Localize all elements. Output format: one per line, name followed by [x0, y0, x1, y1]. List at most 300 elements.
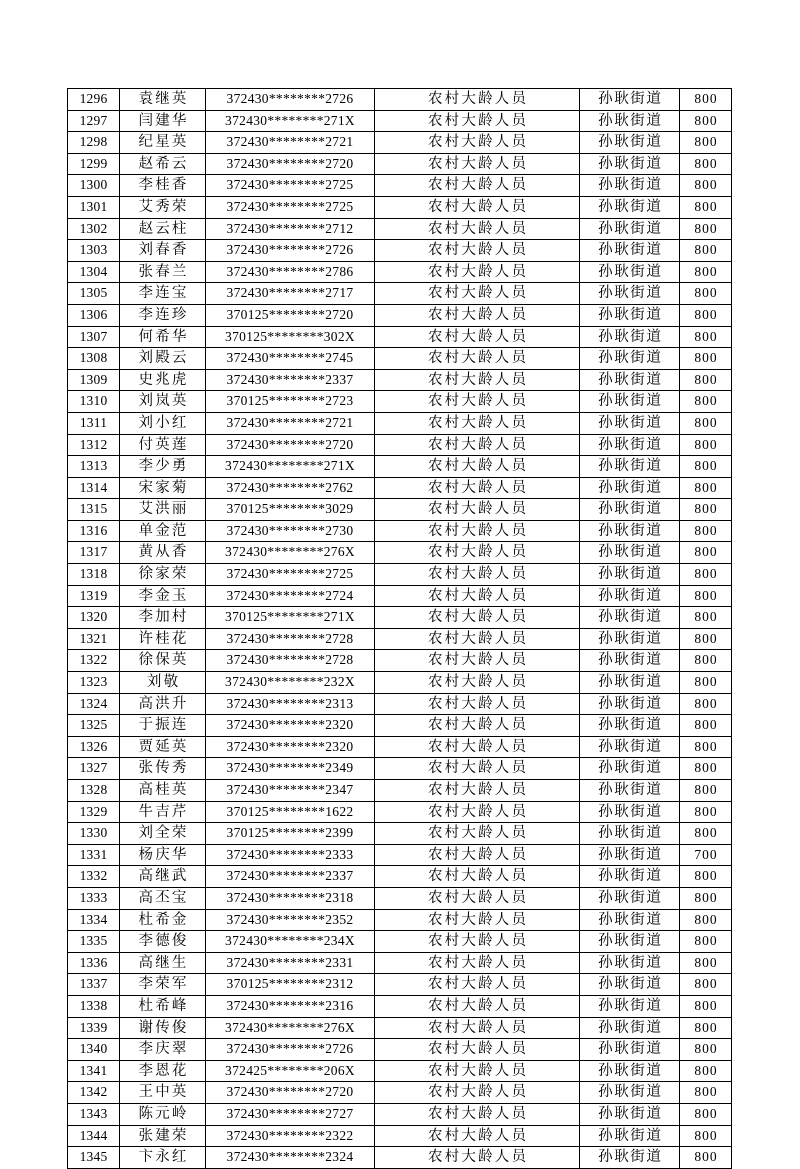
id-card-number: 372430********232X [206, 672, 375, 694]
category: 农村大龄人员 [375, 283, 580, 305]
id-card-number: 372430********2726 [206, 1039, 375, 1061]
sequence-number: 1340 [68, 1039, 120, 1061]
street-office: 孙耿街道 [580, 952, 680, 974]
amount: 800 [680, 240, 732, 262]
person-name: 李庆翠 [120, 1039, 206, 1061]
table-row [68, 110, 732, 132]
sequence-number: 1323 [68, 672, 120, 694]
street-office: 孙耿街道 [580, 261, 680, 283]
person-name: 李少勇 [120, 456, 206, 478]
category: 农村大龄人员 [375, 1147, 580, 1169]
amount: 800 [680, 175, 732, 197]
sequence-number: 1335 [68, 931, 120, 953]
person-name: 张建荣 [120, 1125, 206, 1147]
category: 农村大龄人员 [375, 456, 580, 478]
amount: 800 [680, 672, 732, 694]
table-row [68, 196, 732, 218]
id-card-number: 372430********2316 [206, 995, 375, 1017]
person-name: 刘春香 [120, 240, 206, 262]
sequence-number: 1327 [68, 758, 120, 780]
table-row [68, 218, 732, 240]
category: 农村大龄人员 [375, 1103, 580, 1125]
id-card-number: 372430********2720 [206, 434, 375, 456]
id-card-number: 372430********271X [206, 110, 375, 132]
person-name: 杜希金 [120, 909, 206, 931]
table-row [68, 801, 732, 823]
table-row [68, 1039, 732, 1061]
street-office: 孙耿街道 [580, 153, 680, 175]
id-card-number: 372430********2352 [206, 909, 375, 931]
table-row [68, 887, 732, 909]
id-card-number: 372430********2786 [206, 261, 375, 283]
table-row [68, 844, 732, 866]
table-row [68, 693, 732, 715]
sequence-number: 1325 [68, 715, 120, 737]
table-row [68, 369, 732, 391]
category: 农村大龄人员 [375, 434, 580, 456]
amount: 800 [680, 693, 732, 715]
sequence-number: 1328 [68, 780, 120, 802]
street-office: 孙耿街道 [580, 283, 680, 305]
street-office: 孙耿街道 [580, 542, 680, 564]
sequence-number: 1304 [68, 261, 120, 283]
amount: 800 [680, 391, 732, 413]
table-row [68, 89, 732, 111]
sequence-number: 1342 [68, 1082, 120, 1104]
person-name: 陈元岭 [120, 1103, 206, 1125]
street-office: 孙耿街道 [580, 132, 680, 154]
street-office: 孙耿街道 [580, 1147, 680, 1169]
category: 农村大龄人员 [375, 844, 580, 866]
id-card-number: 372430********2726 [206, 89, 375, 111]
id-card-number: 370125********1622 [206, 801, 375, 823]
id-card-number: 372430********2725 [206, 175, 375, 197]
person-name: 高继武 [120, 866, 206, 888]
sequence-number: 1305 [68, 283, 120, 305]
sequence-number: 1318 [68, 564, 120, 586]
id-card-number: 372430********2720 [206, 1082, 375, 1104]
person-name: 杜希峰 [120, 995, 206, 1017]
amount: 800 [680, 218, 732, 240]
person-name: 许桂花 [120, 628, 206, 650]
street-office: 孙耿街道 [580, 391, 680, 413]
amount: 800 [680, 887, 732, 909]
sequence-number: 1299 [68, 153, 120, 175]
category: 农村大龄人员 [375, 1017, 580, 1039]
id-card-number: 372430********271X [206, 456, 375, 478]
person-name: 艾洪丽 [120, 499, 206, 521]
table-row [68, 132, 732, 154]
street-office: 孙耿街道 [580, 1039, 680, 1061]
category: 农村大龄人员 [375, 520, 580, 542]
street-office: 孙耿街道 [580, 1017, 680, 1039]
sequence-number: 1326 [68, 736, 120, 758]
category: 农村大龄人员 [375, 607, 580, 629]
street-office: 孙耿街道 [580, 1103, 680, 1125]
category: 农村大龄人员 [375, 672, 580, 694]
amount: 800 [680, 261, 732, 283]
roster-table [67, 88, 732, 1169]
amount: 800 [680, 607, 732, 629]
sequence-number: 1303 [68, 240, 120, 262]
person-name: 李连珍 [120, 304, 206, 326]
street-office: 孙耿街道 [580, 974, 680, 996]
amount: 800 [680, 1147, 732, 1169]
person-name: 高桂英 [120, 780, 206, 802]
amount: 800 [680, 952, 732, 974]
person-name: 艾秀荣 [120, 196, 206, 218]
table-row [68, 607, 732, 629]
id-card-number: 372430********276X [206, 1017, 375, 1039]
person-name: 史兆虎 [120, 369, 206, 391]
table-row [68, 650, 732, 672]
person-name: 张传秀 [120, 758, 206, 780]
person-name: 刘殿云 [120, 348, 206, 370]
table-row [68, 326, 732, 348]
id-card-number: 372430********2320 [206, 736, 375, 758]
person-name: 李桂香 [120, 175, 206, 197]
category: 农村大龄人员 [375, 780, 580, 802]
table-row [68, 456, 732, 478]
id-card-number: 370125********302X [206, 326, 375, 348]
person-name: 李德俊 [120, 931, 206, 953]
street-office: 孙耿街道 [580, 887, 680, 909]
street-office: 孙耿街道 [580, 801, 680, 823]
amount: 800 [680, 650, 732, 672]
id-card-number: 372430********2337 [206, 369, 375, 391]
category: 农村大龄人员 [375, 974, 580, 996]
category: 农村大龄人员 [375, 1060, 580, 1082]
amount: 800 [680, 564, 732, 586]
street-office: 孙耿街道 [580, 758, 680, 780]
person-name: 纪星英 [120, 132, 206, 154]
street-office: 孙耿街道 [580, 434, 680, 456]
person-name: 何希华 [120, 326, 206, 348]
category: 农村大龄人员 [375, 153, 580, 175]
id-card-number: 372430********2728 [206, 628, 375, 650]
table-row [68, 931, 732, 953]
id-card-number: 370125********271X [206, 607, 375, 629]
person-name: 高洪升 [120, 693, 206, 715]
person-name: 赵云柱 [120, 218, 206, 240]
street-office: 孙耿街道 [580, 780, 680, 802]
street-office: 孙耿街道 [580, 175, 680, 197]
id-card-number: 372430********2320 [206, 715, 375, 737]
street-office: 孙耿街道 [580, 499, 680, 521]
amount: 800 [680, 326, 732, 348]
sequence-number: 1322 [68, 650, 120, 672]
sequence-number: 1311 [68, 412, 120, 434]
street-office: 孙耿街道 [580, 628, 680, 650]
id-card-number: 372430********2717 [206, 283, 375, 305]
street-office: 孙耿街道 [580, 520, 680, 542]
person-name: 李荣军 [120, 974, 206, 996]
category: 农村大龄人员 [375, 326, 580, 348]
person-name: 李连宝 [120, 283, 206, 305]
id-card-number: 372430********2318 [206, 887, 375, 909]
person-name: 徐家荣 [120, 564, 206, 586]
sequence-number: 1297 [68, 110, 120, 132]
person-name: 李加村 [120, 607, 206, 629]
id-card-number: 370125********3029 [206, 499, 375, 521]
amount: 800 [680, 780, 732, 802]
amount: 800 [680, 132, 732, 154]
person-name: 谢传俊 [120, 1017, 206, 1039]
amount: 800 [680, 348, 732, 370]
category: 农村大龄人员 [375, 110, 580, 132]
table-row [68, 974, 732, 996]
roster-table-body [68, 89, 732, 1169]
street-office: 孙耿街道 [580, 218, 680, 240]
category: 农村大龄人员 [375, 995, 580, 1017]
street-office: 孙耿街道 [580, 1060, 680, 1082]
amount: 800 [680, 1103, 732, 1125]
sequence-number: 1314 [68, 477, 120, 499]
amount: 800 [680, 736, 732, 758]
category: 农村大龄人员 [375, 132, 580, 154]
table-row [68, 240, 732, 262]
street-office: 孙耿街道 [580, 326, 680, 348]
person-name: 贾延英 [120, 736, 206, 758]
street-office: 孙耿街道 [580, 607, 680, 629]
street-office: 孙耿街道 [580, 823, 680, 845]
street-office: 孙耿街道 [580, 844, 680, 866]
sequence-number: 1306 [68, 304, 120, 326]
category: 农村大龄人员 [375, 304, 580, 326]
table-row [68, 175, 732, 197]
sequence-number: 1332 [68, 866, 120, 888]
table-row [68, 628, 732, 650]
sequence-number: 1333 [68, 887, 120, 909]
sequence-number: 1343 [68, 1103, 120, 1125]
person-name: 高丕宝 [120, 887, 206, 909]
table-row [68, 715, 732, 737]
amount: 800 [680, 1060, 732, 1082]
category: 农村大龄人员 [375, 801, 580, 823]
amount: 800 [680, 499, 732, 521]
sequence-number: 1341 [68, 1060, 120, 1082]
sequence-number: 1301 [68, 196, 120, 218]
sequence-number: 1334 [68, 909, 120, 931]
table-row [68, 758, 732, 780]
category: 农村大龄人员 [375, 952, 580, 974]
street-office: 孙耿街道 [580, 1125, 680, 1147]
category: 农村大龄人员 [375, 499, 580, 521]
category: 农村大龄人员 [375, 348, 580, 370]
person-name: 卞永红 [120, 1147, 206, 1169]
table-row [68, 261, 732, 283]
street-office: 孙耿街道 [580, 196, 680, 218]
category: 农村大龄人员 [375, 866, 580, 888]
table-row [68, 1103, 732, 1125]
amount: 800 [680, 1017, 732, 1039]
id-card-number: 372425********206X [206, 1060, 375, 1082]
table-row [68, 520, 732, 542]
id-card-number: 372430********2322 [206, 1125, 375, 1147]
category: 农村大龄人员 [375, 564, 580, 586]
category: 农村大龄人员 [375, 89, 580, 111]
id-card-number: 372430********2721 [206, 412, 375, 434]
street-office: 孙耿街道 [580, 369, 680, 391]
table-row [68, 909, 732, 931]
person-name: 付英莲 [120, 434, 206, 456]
amount: 800 [680, 520, 732, 542]
table-row [68, 672, 732, 694]
roster-table-container [67, 88, 731, 1169]
category: 农村大龄人员 [375, 1039, 580, 1061]
category: 农村大龄人员 [375, 628, 580, 650]
person-name: 袁继英 [120, 89, 206, 111]
amount: 800 [680, 1082, 732, 1104]
table-row [68, 412, 732, 434]
table-row [68, 542, 732, 564]
id-card-number: 372430********2721 [206, 132, 375, 154]
person-name: 刘小红 [120, 412, 206, 434]
sequence-number: 1339 [68, 1017, 120, 1039]
street-office: 孙耿街道 [580, 866, 680, 888]
street-office: 孙耿街道 [580, 715, 680, 737]
street-office: 孙耿街道 [580, 931, 680, 953]
table-row [68, 1017, 732, 1039]
amount: 800 [680, 456, 732, 478]
id-card-number: 372430********2724 [206, 585, 375, 607]
category: 农村大龄人员 [375, 542, 580, 564]
id-card-number: 372430********2720 [206, 153, 375, 175]
table-row [68, 780, 732, 802]
id-card-number: 372430********2730 [206, 520, 375, 542]
category: 农村大龄人员 [375, 909, 580, 931]
sequence-number: 1316 [68, 520, 120, 542]
amount: 800 [680, 974, 732, 996]
amount: 700 [680, 844, 732, 866]
person-name: 赵希云 [120, 153, 206, 175]
category: 农村大龄人员 [375, 240, 580, 262]
amount: 800 [680, 585, 732, 607]
sequence-number: 1324 [68, 693, 120, 715]
street-office: 孙耿街道 [580, 304, 680, 326]
table-row [68, 585, 732, 607]
table-row [68, 153, 732, 175]
sequence-number: 1307 [68, 326, 120, 348]
id-card-number: 370125********2312 [206, 974, 375, 996]
category: 农村大龄人员 [375, 175, 580, 197]
amount: 800 [680, 801, 732, 823]
person-name: 张春兰 [120, 261, 206, 283]
amount: 800 [680, 995, 732, 1017]
person-name: 王中英 [120, 1082, 206, 1104]
id-card-number: 370125********2399 [206, 823, 375, 845]
id-card-number: 372430********2324 [206, 1147, 375, 1169]
sequence-number: 1300 [68, 175, 120, 197]
sequence-number: 1329 [68, 801, 120, 823]
category: 农村大龄人员 [375, 261, 580, 283]
sequence-number: 1344 [68, 1125, 120, 1147]
category: 农村大龄人员 [375, 585, 580, 607]
person-name: 杨庆华 [120, 844, 206, 866]
category: 农村大龄人员 [375, 693, 580, 715]
id-card-number: 372430********2745 [206, 348, 375, 370]
category: 农村大龄人员 [375, 196, 580, 218]
street-office: 孙耿街道 [580, 348, 680, 370]
table-row [68, 304, 732, 326]
table-row [68, 564, 732, 586]
category: 农村大龄人员 [375, 887, 580, 909]
category: 农村大龄人员 [375, 218, 580, 240]
table-row [68, 952, 732, 974]
amount: 800 [680, 715, 732, 737]
sequence-number: 1331 [68, 844, 120, 866]
category: 农村大龄人员 [375, 1082, 580, 1104]
category: 农村大龄人员 [375, 412, 580, 434]
sequence-number: 1345 [68, 1147, 120, 1169]
table-row [68, 1125, 732, 1147]
table-row [68, 995, 732, 1017]
table-row [68, 1082, 732, 1104]
street-office: 孙耿街道 [580, 672, 680, 694]
category: 农村大龄人员 [375, 758, 580, 780]
sequence-number: 1337 [68, 974, 120, 996]
sequence-number: 1315 [68, 499, 120, 521]
amount: 800 [680, 542, 732, 564]
table-row [68, 823, 732, 845]
sequence-number: 1321 [68, 628, 120, 650]
id-card-number: 372430********2313 [206, 693, 375, 715]
sequence-number: 1308 [68, 348, 120, 370]
sequence-number: 1313 [68, 456, 120, 478]
table-row [68, 391, 732, 413]
sequence-number: 1320 [68, 607, 120, 629]
id-card-number: 372430********276X [206, 542, 375, 564]
amount: 800 [680, 153, 732, 175]
amount: 800 [680, 628, 732, 650]
amount: 800 [680, 89, 732, 111]
table-row [68, 283, 732, 305]
table-row [68, 736, 732, 758]
id-card-number: 372430********2725 [206, 564, 375, 586]
sequence-number: 1302 [68, 218, 120, 240]
person-name: 闫建华 [120, 110, 206, 132]
table-row [68, 1060, 732, 1082]
sequence-number: 1298 [68, 132, 120, 154]
person-name: 单金范 [120, 520, 206, 542]
sequence-number: 1330 [68, 823, 120, 845]
street-office: 孙耿街道 [580, 909, 680, 931]
street-office: 孙耿街道 [580, 412, 680, 434]
person-name: 黄从香 [120, 542, 206, 564]
amount: 800 [680, 434, 732, 456]
amount: 800 [680, 931, 732, 953]
street-office: 孙耿街道 [580, 110, 680, 132]
amount: 800 [680, 304, 732, 326]
table-row [68, 499, 732, 521]
amount: 800 [680, 866, 732, 888]
person-name: 宋家菊 [120, 477, 206, 499]
category: 农村大龄人员 [375, 1125, 580, 1147]
street-office: 孙耿街道 [580, 240, 680, 262]
id-card-number: 370125********2723 [206, 391, 375, 413]
sequence-number: 1319 [68, 585, 120, 607]
table-row [68, 866, 732, 888]
id-card-number: 372430********234X [206, 931, 375, 953]
street-office: 孙耿街道 [580, 564, 680, 586]
person-name: 李金玉 [120, 585, 206, 607]
street-office: 孙耿街道 [580, 693, 680, 715]
category: 农村大龄人员 [375, 931, 580, 953]
sequence-number: 1317 [68, 542, 120, 564]
id-card-number: 372430********2333 [206, 844, 375, 866]
street-office: 孙耿街道 [580, 477, 680, 499]
sequence-number: 1312 [68, 434, 120, 456]
